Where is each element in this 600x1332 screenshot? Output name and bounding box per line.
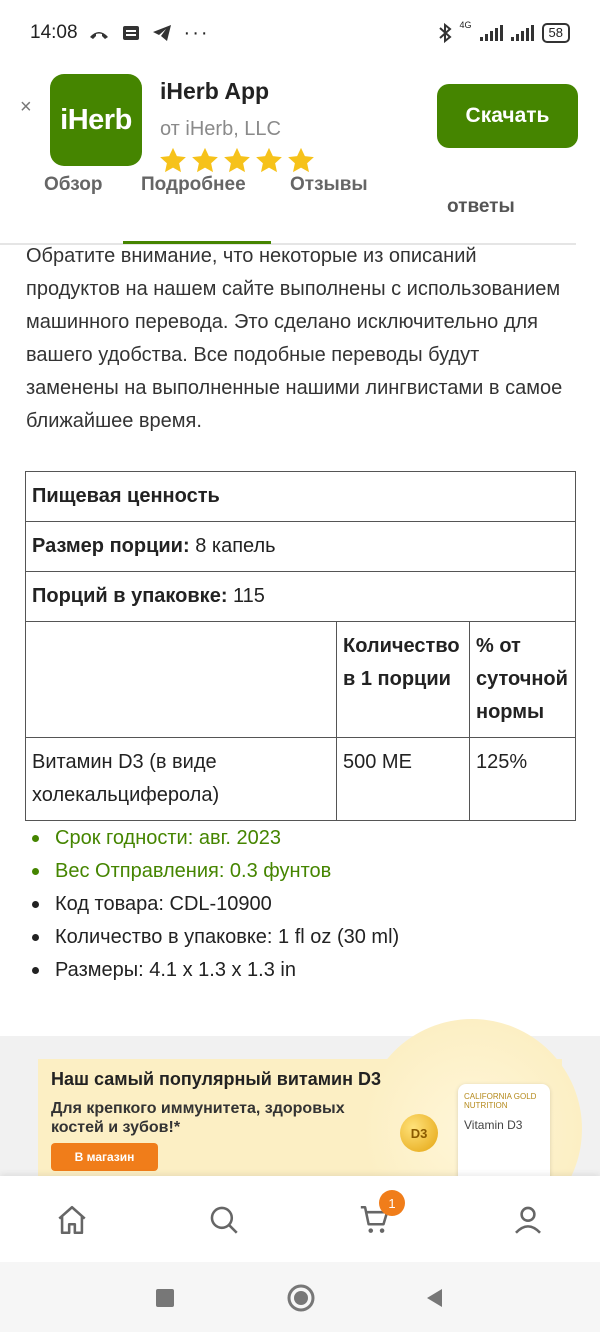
nutrient-daily: 125% [470, 738, 576, 821]
tab-overview[interactable]: Обзор [44, 174, 103, 195]
home-icon [55, 1203, 89, 1237]
col-daily-header: % от суточной нормы [470, 622, 576, 738]
serving-size-value: 8 капель [195, 535, 276, 557]
account-icon [511, 1203, 545, 1237]
nav-home[interactable] [52, 1200, 92, 1240]
tab-details[interactable]: Подробнее [141, 174, 246, 195]
tab-reviews[interactable]: Отзывы [290, 174, 368, 195]
status-time: 14:08 [30, 22, 78, 43]
table-header-empty [26, 622, 337, 738]
network-type: 4G [459, 20, 472, 30]
star-icon [158, 146, 188, 176]
table-header-row [26, 622, 576, 738]
product-tabs [0, 174, 600, 246]
nutrient-name: Витамин D3 (в виде холекальциферола) [26, 738, 337, 821]
bottle-brand: CALIFORNIA GOLD NUTRITION [464, 1092, 537, 1110]
battery-icon: 58 [542, 23, 570, 43]
star-icon [190, 146, 220, 176]
table-row [26, 572, 576, 622]
signal-icon-2 [511, 25, 534, 41]
promo-title: Наш самый популярный витамин D3 [51, 1069, 381, 1089]
vitamin-d3-coin-icon: D3 [400, 1114, 438, 1152]
spec-product-code: Код товара: CDL-10900 [32, 888, 399, 921]
table-row [26, 522, 576, 572]
nav-cart[interactable] [355, 1195, 396, 1240]
col-amount-header: Количество в 1 порции [337, 622, 470, 738]
back-button[interactable] [424, 1287, 444, 1314]
status-bar [0, 0, 600, 66]
servings-value: 115 [233, 585, 265, 607]
nutrient-amount: 500 МЕ [337, 738, 470, 821]
nutrition-title: Пищевая ценность [26, 472, 576, 522]
nav-search[interactable] [204, 1200, 244, 1240]
tab-answers[interactable]: ответы [447, 196, 515, 217]
rating-stars [158, 146, 316, 176]
table-row [26, 738, 576, 821]
star-icon [254, 146, 284, 176]
home-button[interactable] [286, 1283, 316, 1318]
bottom-navigation [0, 1176, 600, 1262]
machine-translation-notice: Обратите внимание, что некоторые из описаний продуктов на нашем сайте выполнены с использованием машинного перевода. Это сделано исключительно для вашего удобства. Все подобные переводы будут заменены на выполненные нашими лингвистами в самое ближайшее время. [26, 245, 563, 432]
back-triangle-icon [424, 1287, 444, 1309]
bottle-label: Vitamin D3 [464, 1118, 523, 1132]
circle-icon [286, 1283, 316, 1313]
product-specs-list [32, 822, 399, 987]
star-icon [286, 146, 316, 176]
serving-size [26, 522, 576, 572]
promo-shop-button[interactable]: В магазин [51, 1143, 158, 1171]
cart-badge: 1 [379, 1190, 405, 1216]
star-icon [222, 146, 252, 176]
more-icon: ··· [183, 21, 210, 44]
app-install-banner [0, 66, 600, 186]
recent-apps-button[interactable] [155, 1288, 175, 1313]
nutrition-table [25, 471, 576, 821]
app-name: iHerb App [160, 78, 270, 104]
signal-icon [480, 25, 503, 41]
promo-subtitle: Для крепкого иммунитета, здоровых костей и зубов!* [51, 1100, 345, 1136]
servings-per-container [26, 572, 576, 622]
spec-package-quantity: Количество в упаковке: 1 fl oz (30 ml) [32, 921, 399, 954]
search-icon [207, 1203, 241, 1237]
serving-size-label: Размер порции: [32, 535, 190, 557]
app-logo: iHerb [50, 74, 142, 166]
servings-label: Порций в упаковке: [32, 585, 228, 607]
spec-shipping-weight: Вес Отправления: 0.3 фунтов [32, 855, 399, 888]
spec-dimensions: Размеры: 4.1 x 1.3 x 1.3 in [32, 954, 399, 987]
table-row [26, 472, 576, 522]
download-button[interactable]: Скачать [437, 84, 578, 148]
close-icon[interactable]: × [20, 96, 32, 118]
message-icon [122, 25, 140, 41]
missed-call-icon [88, 25, 110, 41]
nav-account[interactable] [508, 1200, 548, 1240]
app-publisher: от iHerb, LLC [160, 118, 281, 140]
system-navigation-bar [0, 1262, 600, 1332]
square-icon [155, 1288, 175, 1308]
promo-banner[interactable] [38, 1059, 562, 1176]
telegram-icon [152, 24, 172, 42]
spec-expiration: Срок годности: авг. 2023 [32, 822, 399, 855]
bluetooth-icon [438, 23, 452, 43]
